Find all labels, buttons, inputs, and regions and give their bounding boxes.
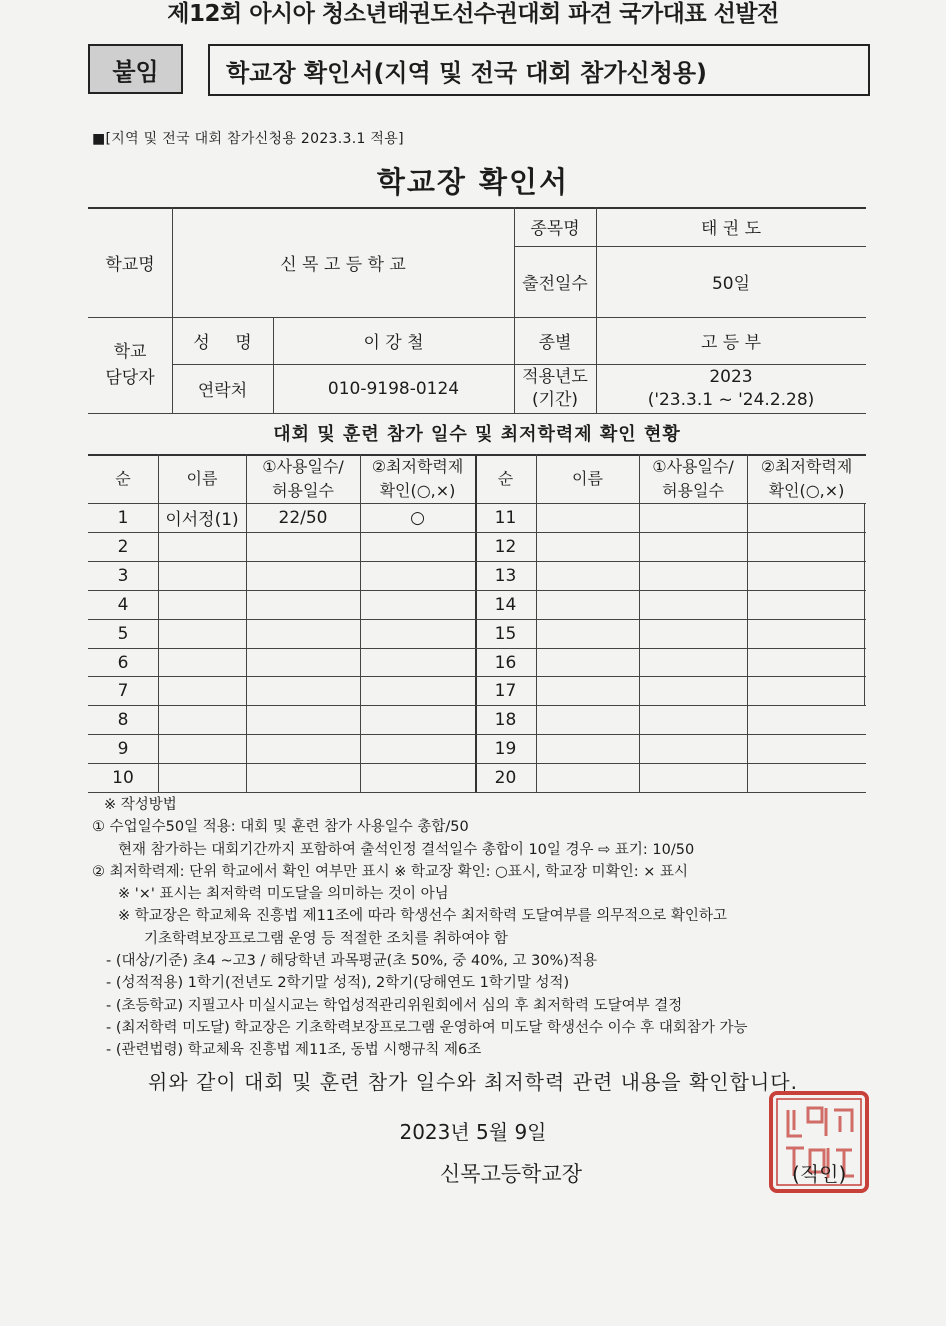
row-no: 20 — [494, 767, 517, 788]
row-check: ○ — [410, 507, 425, 528]
col-check-right-l2: 확인(○,×) — [768, 481, 845, 500]
days-label: 출전일수 — [522, 274, 588, 294]
document-heading: 제12회 아시아 청소년태권도선수권대회 파견 국가대표 선발전 — [167, 1, 779, 27]
note-2: ② 최저학력제: 단위 학교에서 확인 여부만 표시 ※ 학교장 확인: ○표시, 학교장 미확인: × 표시 — [92, 863, 688, 880]
name-value: 이 강 철 — [363, 333, 424, 353]
row-name — [158, 676, 246, 705]
year-value — [596, 364, 866, 413]
row-name — [158, 705, 246, 734]
notes-heading: ※ 작성방법 — [104, 797, 177, 813]
attachment-tag: 붙임 — [88, 44, 183, 94]
application-note: ■[지역 및 전국 대회 참가신청용 2023.3.1 적용] — [92, 131, 404, 147]
year-label-line1: 적용년도 — [522, 366, 588, 387]
col-no-right: 순 — [497, 469, 514, 488]
row-check — [360, 763, 475, 792]
row-check — [360, 561, 475, 590]
note-d2: - (성적적용) 1학기(전년도 2학기말 성적), 2학기(당해연도 1학기말 성적) — [106, 975, 570, 992]
row-name — [158, 763, 246, 792]
row-days — [246, 676, 360, 705]
note-d3: - (초등학교) 지필고사 미실시교는 학업성적관리위원회에서 심의 후 최저학력 도달여부 결정 — [106, 997, 683, 1014]
row-check — [360, 676, 475, 705]
row-no: 4 — [117, 594, 129, 615]
row-no: 17 — [494, 680, 517, 701]
row-name — [158, 561, 246, 590]
division-label: 종별 — [538, 333, 572, 353]
col-check-right-l1: ②최저학력제 — [760, 457, 853, 476]
year-label — [514, 364, 596, 413]
row-no: 11 — [494, 507, 517, 528]
row-days — [246, 705, 360, 734]
col-check-left — [360, 455, 475, 503]
form-title-box: 학교장 확인서(지역 및 전국 대회 참가신청용) — [208, 44, 870, 96]
row-no: 13 — [494, 565, 517, 586]
manager-label-line2: 담당자 — [105, 368, 155, 388]
col-name-left: 이름 — [186, 469, 218, 488]
status-section-title: 대회 및 훈련 참가 일수 및 최저학력제 확인 현황 — [273, 424, 681, 445]
col-days-right — [639, 455, 747, 503]
col-check-left-l1: ②최저학력제 — [371, 457, 464, 476]
writing-instructions — [92, 794, 892, 1062]
row-no: 12 — [494, 536, 517, 557]
row-name — [158, 532, 246, 561]
row-check — [360, 619, 475, 648]
confirmation-statement: 위와 같이 대회 및 훈련 참가 일수와 최저학력 관련 내용을 확인합니다. — [148, 1070, 798, 1094]
row-days — [246, 648, 360, 677]
event-value: 태 권 도 — [700, 219, 762, 239]
row-no: 5 — [117, 623, 129, 644]
note-2b: ※ 학교장은 학교체육 진흥법 제11조에 따라 학생선수 최저학력 도달여부를 의무적으로 확인하고 — [118, 908, 727, 925]
row-name — [158, 619, 246, 648]
year-label-line2: (기간) — [531, 389, 579, 410]
note-d5: - (관련법령) 학교체육 진흥법 제11조, 동법 시행규칙 제6조 — [106, 1042, 482, 1059]
col-no-left: 순 — [115, 469, 131, 488]
principal-name: 신목고등학교장 — [440, 1162, 583, 1186]
event-label: 종목명 — [530, 219, 580, 239]
row-no: 6 — [117, 652, 129, 673]
row-days — [246, 532, 360, 561]
year-value-line1: 2023 — [709, 366, 753, 387]
name-label: 성 명 — [193, 333, 252, 353]
school-name-value: 신 목 고 등 학 교 — [280, 254, 406, 275]
form-title: 학교장 확인서 — [376, 165, 570, 199]
row-no: 8 — [117, 709, 129, 730]
row-check — [360, 734, 475, 763]
row-check — [360, 590, 475, 619]
row-days — [246, 619, 360, 648]
row-no: 1 — [117, 507, 129, 528]
seal-label: (직인) — [792, 1162, 847, 1186]
note-2a: ※ '×' 표시는 최저학력 미도달을 의미하는 것이 아님 — [118, 886, 449, 903]
school-name-label: 학교명 — [105, 254, 155, 275]
row-days — [246, 590, 360, 619]
note-2c: 기초학력보장프로그램 운영 등 적절한 조치를 취하여야 함 — [144, 930, 508, 947]
note-d4: - (최저학력 미도달) 학교장은 기초학력보장프로그램 운영하여 미도달 학생선수 이수 후 대회참가 가능 — [106, 1019, 748, 1036]
period-value: ('23.3.1 ~ '24.2.28) — [647, 389, 815, 410]
row-days — [246, 734, 360, 763]
col-days-right-l1: ①사용일수/ — [652, 457, 734, 476]
manager-label-line1: 학교 — [113, 342, 147, 362]
row-no: 2 — [117, 536, 129, 557]
row-name — [158, 648, 246, 677]
issue-date: 2023년 5월 9일 — [399, 1120, 547, 1144]
col-days-left-l2: 허용일수 — [272, 481, 334, 500]
note-d1: - (대상/기준) 초4 ~고3 / 해당학년 과목평균(초 50%, 중 40%, 고 30%)적용 — [106, 953, 597, 970]
row-name: 이서정(1) — [165, 510, 239, 530]
col-check-left-l2: 확인(○,×) — [379, 481, 456, 500]
row-no: 10 — [112, 767, 134, 788]
row-no: 3 — [117, 565, 129, 586]
row-check — [360, 648, 475, 677]
col-name-right: 이름 — [572, 469, 603, 488]
row-days — [246, 561, 360, 590]
manager-label — [88, 317, 172, 413]
row-days — [246, 763, 360, 792]
contact-label: 연락처 — [197, 381, 248, 401]
row-no: 19 — [494, 738, 517, 759]
row-no: 18 — [494, 709, 517, 730]
row-no: 15 — [494, 623, 517, 644]
row-check — [360, 705, 475, 734]
row-name — [158, 590, 246, 619]
row-no: 14 — [494, 594, 517, 615]
col-days-left — [246, 455, 360, 503]
col-days-left-l1: ①사용일수/ — [262, 457, 344, 476]
row-check — [360, 532, 475, 561]
col-days-right-l2: 허용일수 — [662, 481, 724, 500]
days-value: 50일 — [711, 274, 751, 294]
division-value: 고 등 부 — [700, 333, 762, 353]
contact-value: 010-9198-0124 — [327, 378, 460, 399]
col-check-right — [747, 455, 866, 503]
row-no: 7 — [117, 680, 129, 701]
row-no: 9 — [117, 738, 129, 759]
note-1b: 현재 참가하는 대회기간까지 포함하여 출석인정 결석일수 총합이 10일 경우 ⇨ 표기: 10/50 — [118, 841, 695, 858]
row-days: 22/50 — [278, 507, 328, 528]
row-name — [158, 734, 246, 763]
row-no: 16 — [494, 652, 517, 673]
note-1: ① 수업일수50일 적용: 대회 및 훈련 참가 사용일수 총합/50 — [92, 819, 469, 836]
